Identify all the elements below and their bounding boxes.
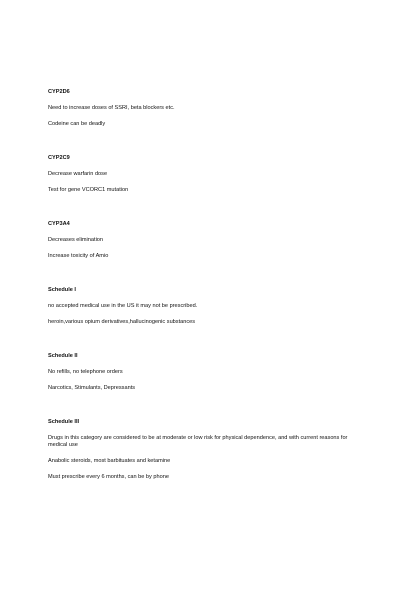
section-heading: CYP2C9 bbox=[48, 155, 70, 161]
section-cyp2d6 bbox=[48, 88, 360, 128]
section-line: No refills, no telephone orders bbox=[48, 369, 123, 375]
section-line: Need to increase doses of SSRI, beta blockers etc. bbox=[48, 105, 175, 111]
section-heading: Schedule III bbox=[48, 419, 80, 425]
section-line: Codeine can be deadly bbox=[48, 120, 106, 127]
section-line: heroin,various opium derivatives,hallucinogenic substances bbox=[48, 318, 196, 325]
section-line: Drugs in this category are considered to be at moderate or low risk for physical dependence, and with current reasons for medical use bbox=[48, 435, 348, 449]
section-line: Increase toxicity of Amio bbox=[48, 252, 109, 259]
section-line: no accepted medical use in the US it may not be prescribed. bbox=[48, 303, 198, 309]
section-schedule-3 bbox=[48, 418, 360, 482]
section-line: Decrease warfarin dose bbox=[48, 171, 108, 177]
section-heading: CYP3A4 bbox=[48, 221, 70, 227]
section-schedule-1 bbox=[48, 286, 360, 326]
section-schedule-2 bbox=[48, 352, 360, 392]
section-line: Narcotics, Stimulants, Depressants bbox=[48, 384, 136, 391]
section-line: Decreases elimination bbox=[48, 237, 104, 243]
section-line: Must prescribe every 6 months, can be by phone bbox=[48, 474, 169, 481]
section-cyp3a4 bbox=[48, 220, 360, 260]
section-line: Anabolic steroids, most barbituates and ketamine bbox=[48, 458, 171, 465]
section-heading: Schedule II bbox=[48, 353, 78, 359]
section-cyp2c9 bbox=[48, 154, 360, 194]
section-line: Test for gene VCORC1 mutation bbox=[48, 186, 129, 193]
section-heading: CYP2D6 bbox=[48, 89, 70, 95]
section-heading: Schedule I bbox=[48, 287, 76, 293]
